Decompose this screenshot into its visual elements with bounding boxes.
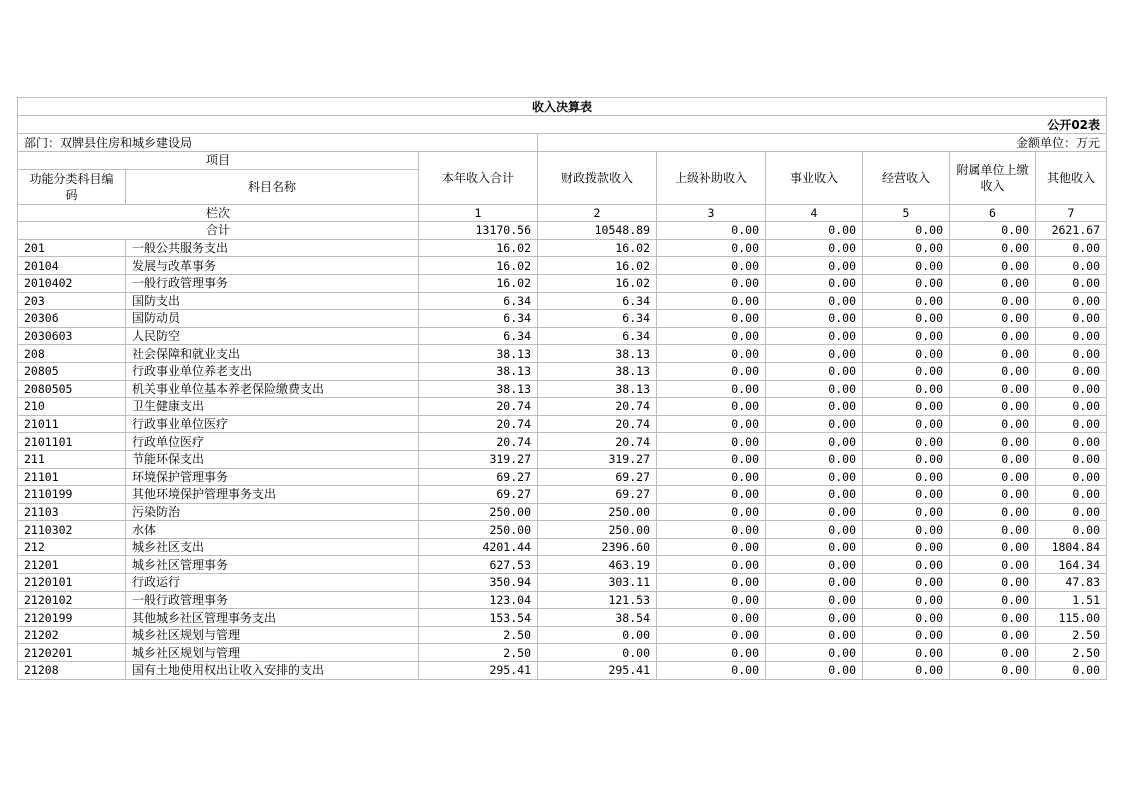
total-cell: 2621.67	[1036, 222, 1107, 240]
amount-cell: 0.00	[1036, 310, 1107, 328]
table-row	[18, 468, 1107, 486]
amount-cell: 0.00	[538, 644, 657, 662]
column-index: 1	[419, 204, 538, 222]
subject-name: 国有土地使用权出让收入安排的支出	[126, 662, 419, 680]
amount-cell: 121.53	[538, 591, 657, 609]
subject-code: 2010402	[18, 274, 126, 292]
amount-cell: 0.00	[766, 274, 863, 292]
amount-cell: 0.00	[863, 239, 950, 257]
table-row	[18, 556, 1107, 574]
amount-cell: 303.11	[538, 574, 657, 592]
table-title: 收入决算表	[18, 98, 1107, 116]
amount-cell: 250.00	[419, 503, 538, 521]
table-row	[18, 450, 1107, 468]
amount-cell: 0.00	[766, 310, 863, 328]
form-number: 公开02表	[538, 116, 1107, 134]
amount-cell: 0.00	[657, 292, 766, 310]
amount-cell: 16.02	[538, 274, 657, 292]
amount-cell: 2.50	[1036, 644, 1107, 662]
amount-cell: 0.00	[950, 556, 1036, 574]
amount-cell: 20.74	[538, 415, 657, 433]
amount-cell: 0.00	[766, 257, 863, 275]
subject-code: 2120101	[18, 574, 126, 592]
amount-cell: 0.00	[657, 362, 766, 380]
amount-cell: 0.00	[1036, 433, 1107, 451]
amount-cell: 123.04	[419, 591, 538, 609]
amount-cell: 0.00	[766, 468, 863, 486]
amount-cell: 115.00	[1036, 609, 1107, 627]
amount-cell: 463.19	[538, 556, 657, 574]
amount-cell: 0.00	[1036, 362, 1107, 380]
total-row	[18, 222, 1107, 240]
amount-cell: 0.00	[657, 591, 766, 609]
amount-cell: 0.00	[657, 310, 766, 328]
column-index: 4	[766, 204, 863, 222]
amount-cell: 20.74	[538, 398, 657, 416]
amount-cell: 0.00	[863, 486, 950, 504]
subject-name: 污染防治	[126, 503, 419, 521]
subject-code: 21101	[18, 468, 126, 486]
amount-cell: 0.00	[863, 468, 950, 486]
subject-name: 卫生健康支出	[126, 398, 419, 416]
amount-cell: 0.00	[657, 503, 766, 521]
amount-cell: 38.13	[419, 380, 538, 398]
amount-cell: 0.00	[1036, 521, 1107, 539]
amount-cell: 69.27	[538, 486, 657, 504]
subject-code: 2120199	[18, 609, 126, 627]
subject-name: 城乡社区管理事务	[126, 556, 419, 574]
amount-cell: 1.51	[1036, 591, 1107, 609]
amount-cell: 16.02	[538, 239, 657, 257]
column-index: 7	[1036, 204, 1107, 222]
amount-cell: 0.00	[1036, 327, 1107, 345]
amount-cell: 0.00	[657, 468, 766, 486]
total-cell: 0.00	[766, 222, 863, 240]
amount-cell: 0.00	[863, 310, 950, 328]
subject-code: 21103	[18, 503, 126, 521]
table-row	[18, 257, 1107, 275]
amount-cell: 2396.60	[538, 538, 657, 556]
amount-cell: 16.02	[419, 239, 538, 257]
amount-cell: 0.00	[950, 591, 1036, 609]
subject-name: 国防支出	[126, 292, 419, 310]
amount-cell: 0.00	[766, 345, 863, 363]
table-row	[18, 644, 1107, 662]
amount-cell: 0.00	[766, 503, 863, 521]
table-row	[18, 380, 1107, 398]
amount-cell: 0.00	[766, 415, 863, 433]
amount-cell: 0.00	[863, 274, 950, 292]
amount-cell: 0.00	[950, 433, 1036, 451]
amount-cell: 250.00	[419, 521, 538, 539]
amount-cell: 0.00	[657, 450, 766, 468]
amount-cell: 0.00	[766, 398, 863, 416]
amount-cell: 0.00	[950, 450, 1036, 468]
amount-cell: 0.00	[766, 609, 863, 627]
amount-cell: 0.00	[766, 521, 863, 539]
amount-cell: 0.00	[1036, 662, 1107, 680]
table-row	[18, 362, 1107, 380]
subject-name: 行政单位医疗	[126, 433, 419, 451]
amount-cell: 0.00	[657, 327, 766, 345]
amount-cell: 0.00	[657, 538, 766, 556]
table-row	[18, 662, 1107, 680]
amount-cell: 0.00	[1036, 450, 1107, 468]
amount-cell: 0.00	[657, 415, 766, 433]
table-row	[18, 292, 1107, 310]
subject-name: 城乡社区规划与管理	[126, 644, 419, 662]
subject-code: 212	[18, 538, 126, 556]
amount-cell: 0.00	[950, 503, 1036, 521]
amount-cell: 38.13	[419, 362, 538, 380]
subject-code: 2101101	[18, 433, 126, 451]
amount-cell: 16.02	[419, 257, 538, 275]
amount-cell: 0.00	[1036, 415, 1107, 433]
header-total-income: 本年收入合计	[419, 152, 538, 205]
amount-cell: 0.00	[538, 626, 657, 644]
amount-cell: 0.00	[950, 609, 1036, 627]
table-row	[18, 626, 1107, 644]
amount-cell: 20.74	[419, 398, 538, 416]
amount-cell: 0.00	[863, 574, 950, 592]
amount-cell: 295.41	[419, 662, 538, 680]
table-row	[18, 239, 1107, 257]
amount-cell: 0.00	[766, 486, 863, 504]
table-row	[18, 274, 1107, 292]
amount-cell: 0.00	[950, 662, 1036, 680]
amount-cell: 0.00	[1036, 398, 1107, 416]
subject-code: 208	[18, 345, 126, 363]
total-cell: 0.00	[950, 222, 1036, 240]
column-index-label: 栏次	[18, 204, 419, 222]
amount-cell: 0.00	[766, 362, 863, 380]
table-row	[18, 591, 1107, 609]
header-business-income: 事业收入	[766, 152, 863, 205]
header-superior-subsidy: 上级补助收入	[657, 152, 766, 205]
amount-cell: 0.00	[657, 274, 766, 292]
amount-cell: 0.00	[766, 327, 863, 345]
amount-cell: 0.00	[657, 626, 766, 644]
subject-code: 201	[18, 239, 126, 257]
subject-code: 2110302	[18, 521, 126, 539]
amount-cell: 0.00	[950, 327, 1036, 345]
amount-cell: 0.00	[1036, 468, 1107, 486]
amount-cell: 0.00	[863, 433, 950, 451]
amount-cell: 0.00	[766, 292, 863, 310]
amount-cell: 0.00	[1036, 503, 1107, 521]
amount-cell: 0.00	[950, 274, 1036, 292]
amount-cell: 0.00	[657, 486, 766, 504]
amount-cell: 295.41	[538, 662, 657, 680]
amount-cell: 0.00	[657, 433, 766, 451]
header-item: 项目	[18, 152, 419, 170]
amount-cell: 38.54	[538, 609, 657, 627]
amount-cell: 0.00	[950, 626, 1036, 644]
amount-cell: 0.00	[657, 239, 766, 257]
amount-cell: 4201.44	[419, 538, 538, 556]
table-row	[18, 574, 1107, 592]
subject-code: 2120201	[18, 644, 126, 662]
column-index: 6	[950, 204, 1036, 222]
amount-cell: 0.00	[950, 644, 1036, 662]
subject-name: 行政运行	[126, 574, 419, 592]
amount-cell: 0.00	[657, 662, 766, 680]
amount-cell: 38.13	[538, 362, 657, 380]
subject-code: 21011	[18, 415, 126, 433]
amount-cell: 0.00	[766, 626, 863, 644]
amount-cell: 0.00	[1036, 292, 1107, 310]
subject-name: 行政事业单位养老支出	[126, 362, 419, 380]
amount-cell: 0.00	[1036, 486, 1107, 504]
subject-name: 一般行政管理事务	[126, 274, 419, 292]
table-row	[18, 521, 1107, 539]
amount-cell: 0.00	[766, 239, 863, 257]
amount-cell: 319.27	[419, 450, 538, 468]
amount-cell: 0.00	[950, 310, 1036, 328]
amount-cell: 0.00	[863, 626, 950, 644]
amount-cell: 0.00	[863, 644, 950, 662]
subject-code: 211	[18, 450, 126, 468]
amount-cell: 16.02	[419, 274, 538, 292]
total-label: 合计	[18, 222, 419, 240]
department-label: 部门：双牌县住房和城乡建设局	[18, 134, 538, 152]
subject-code: 20805	[18, 362, 126, 380]
subject-code: 210	[18, 398, 126, 416]
amount-cell: 0.00	[1036, 239, 1107, 257]
amount-cell: 38.13	[419, 345, 538, 363]
amount-cell: 0.00	[950, 468, 1036, 486]
amount-cell: 0.00	[950, 521, 1036, 539]
header-name: 科目名称	[126, 169, 419, 204]
amount-cell: 0.00	[863, 380, 950, 398]
table-row	[18, 503, 1107, 521]
amount-cell: 0.00	[657, 398, 766, 416]
amount-cell: 0.00	[766, 538, 863, 556]
subject-code: 203	[18, 292, 126, 310]
amount-cell: 0.00	[863, 538, 950, 556]
header-code: 功能分类科目编码	[18, 169, 126, 204]
total-cell: 13170.56	[419, 222, 538, 240]
subject-name: 城乡社区支出	[126, 538, 419, 556]
amount-cell: 627.53	[419, 556, 538, 574]
amount-cell: 0.00	[863, 609, 950, 627]
table-row	[18, 609, 1107, 627]
amount-cell: 0.00	[766, 662, 863, 680]
subject-name: 一般行政管理事务	[126, 591, 419, 609]
subject-name: 社会保障和就业支出	[126, 345, 419, 363]
amount-cell: 0.00	[766, 591, 863, 609]
subject-name: 城乡社区规划与管理	[126, 626, 419, 644]
amount-cell: 38.13	[538, 380, 657, 398]
header-fiscal-appropriation: 财政拨款收入	[538, 152, 657, 205]
column-index: 2	[538, 204, 657, 222]
amount-cell: 250.00	[538, 521, 657, 539]
amount-cell: 0.00	[863, 292, 950, 310]
amount-cell: 0.00	[950, 362, 1036, 380]
subject-code: 20104	[18, 257, 126, 275]
subject-code: 2110199	[18, 486, 126, 504]
amount-cell: 2.50	[419, 644, 538, 662]
amount-cell: 20.74	[419, 415, 538, 433]
amount-cell: 0.00	[950, 486, 1036, 504]
column-index: 5	[863, 204, 950, 222]
amount-cell: 0.00	[766, 380, 863, 398]
amount-cell: 0.00	[1036, 257, 1107, 275]
subject-name: 机关事业单位基本养老保险缴费支出	[126, 380, 419, 398]
column-index: 3	[657, 204, 766, 222]
form-spacer	[18, 116, 538, 134]
amount-cell: 0.00	[950, 257, 1036, 275]
amount-cell: 16.02	[538, 257, 657, 275]
amount-cell: 0.00	[1036, 380, 1107, 398]
unit-label: 金额单位：万元	[538, 134, 1107, 152]
amount-cell: 20.74	[419, 433, 538, 451]
subject-code: 2080505	[18, 380, 126, 398]
amount-cell: 1804.84	[1036, 538, 1107, 556]
subject-name: 国防动员	[126, 310, 419, 328]
amount-cell: 0.00	[863, 257, 950, 275]
amount-cell: 164.34	[1036, 556, 1107, 574]
amount-cell: 69.27	[419, 468, 538, 486]
amount-cell: 69.27	[419, 486, 538, 504]
subject-code: 21202	[18, 626, 126, 644]
amount-cell: 250.00	[538, 503, 657, 521]
amount-cell: 0.00	[863, 345, 950, 363]
table-row	[18, 398, 1107, 416]
amount-cell: 2.50	[419, 626, 538, 644]
amount-cell: 0.00	[657, 556, 766, 574]
amount-cell: 0.00	[950, 292, 1036, 310]
amount-cell: 0.00	[950, 380, 1036, 398]
header-other-income: 其他收入	[1036, 152, 1107, 205]
table-row	[18, 486, 1107, 504]
amount-cell: 0.00	[950, 574, 1036, 592]
amount-cell: 6.34	[419, 310, 538, 328]
amount-cell: 0.00	[657, 345, 766, 363]
subject-name: 环境保护管理事务	[126, 468, 419, 486]
subject-name: 其他城乡社区管理事务支出	[126, 609, 419, 627]
subject-name: 人民防空	[126, 327, 419, 345]
amount-cell: 0.00	[766, 450, 863, 468]
amount-cell: 0.00	[863, 591, 950, 609]
subject-name: 发展与改革事务	[126, 257, 419, 275]
amount-cell: 0.00	[1036, 274, 1107, 292]
amount-cell: 6.34	[538, 310, 657, 328]
amount-cell: 20.74	[538, 433, 657, 451]
amount-cell: 0.00	[863, 415, 950, 433]
subject-code: 2030603	[18, 327, 126, 345]
amount-cell: 0.00	[863, 556, 950, 574]
subject-name: 其他环境保护管理事务支出	[126, 486, 419, 504]
amount-cell: 38.13	[538, 345, 657, 363]
amount-cell: 0.00	[863, 521, 950, 539]
amount-cell: 0.00	[657, 257, 766, 275]
amount-cell: 6.34	[538, 327, 657, 345]
income-final-accounts-table	[17, 97, 1107, 680]
table-row	[18, 310, 1107, 328]
amount-cell: 0.00	[863, 327, 950, 345]
amount-cell: 0.00	[1036, 345, 1107, 363]
total-cell: 0.00	[863, 222, 950, 240]
table-row	[18, 327, 1107, 345]
subject-code: 21201	[18, 556, 126, 574]
table-row	[18, 433, 1107, 451]
header-operating-income: 经营收入	[863, 152, 950, 205]
amount-cell: 0.00	[950, 538, 1036, 556]
amount-cell: 0.00	[863, 398, 950, 416]
amount-cell: 0.00	[657, 380, 766, 398]
subject-code: 21208	[18, 662, 126, 680]
amount-cell: 6.34	[419, 327, 538, 345]
amount-cell: 0.00	[863, 362, 950, 380]
amount-cell: 0.00	[950, 239, 1036, 257]
amount-cell: 0.00	[950, 398, 1036, 416]
table-row	[18, 538, 1107, 556]
subject-name: 行政事业单位医疗	[126, 415, 419, 433]
amount-cell: 2.50	[1036, 626, 1107, 644]
amount-cell: 0.00	[657, 521, 766, 539]
subject-code: 2120102	[18, 591, 126, 609]
amount-cell: 0.00	[766, 433, 863, 451]
amount-cell: 0.00	[863, 503, 950, 521]
amount-cell: 319.27	[538, 450, 657, 468]
total-cell: 10548.89	[538, 222, 657, 240]
amount-cell: 0.00	[950, 415, 1036, 433]
table-row	[18, 415, 1107, 433]
amount-cell: 47.83	[1036, 574, 1107, 592]
subject-code: 20306	[18, 310, 126, 328]
subject-name: 水体	[126, 521, 419, 539]
amount-cell: 0.00	[657, 609, 766, 627]
header-affiliated-income: 附属单位上缴收入	[950, 152, 1036, 205]
total-cell: 0.00	[657, 222, 766, 240]
amount-cell: 0.00	[950, 345, 1036, 363]
amount-cell: 0.00	[863, 662, 950, 680]
amount-cell: 0.00	[657, 574, 766, 592]
amount-cell: 6.34	[419, 292, 538, 310]
amount-cell: 6.34	[538, 292, 657, 310]
amount-cell: 0.00	[766, 556, 863, 574]
amount-cell: 0.00	[766, 574, 863, 592]
subject-name: 节能环保支出	[126, 450, 419, 468]
amount-cell: 350.94	[419, 574, 538, 592]
table-row	[18, 345, 1107, 363]
amount-cell: 0.00	[657, 644, 766, 662]
amount-cell: 0.00	[766, 644, 863, 662]
amount-cell: 69.27	[538, 468, 657, 486]
subject-name: 一般公共服务支出	[126, 239, 419, 257]
amount-cell: 153.54	[419, 609, 538, 627]
amount-cell: 0.00	[863, 450, 950, 468]
